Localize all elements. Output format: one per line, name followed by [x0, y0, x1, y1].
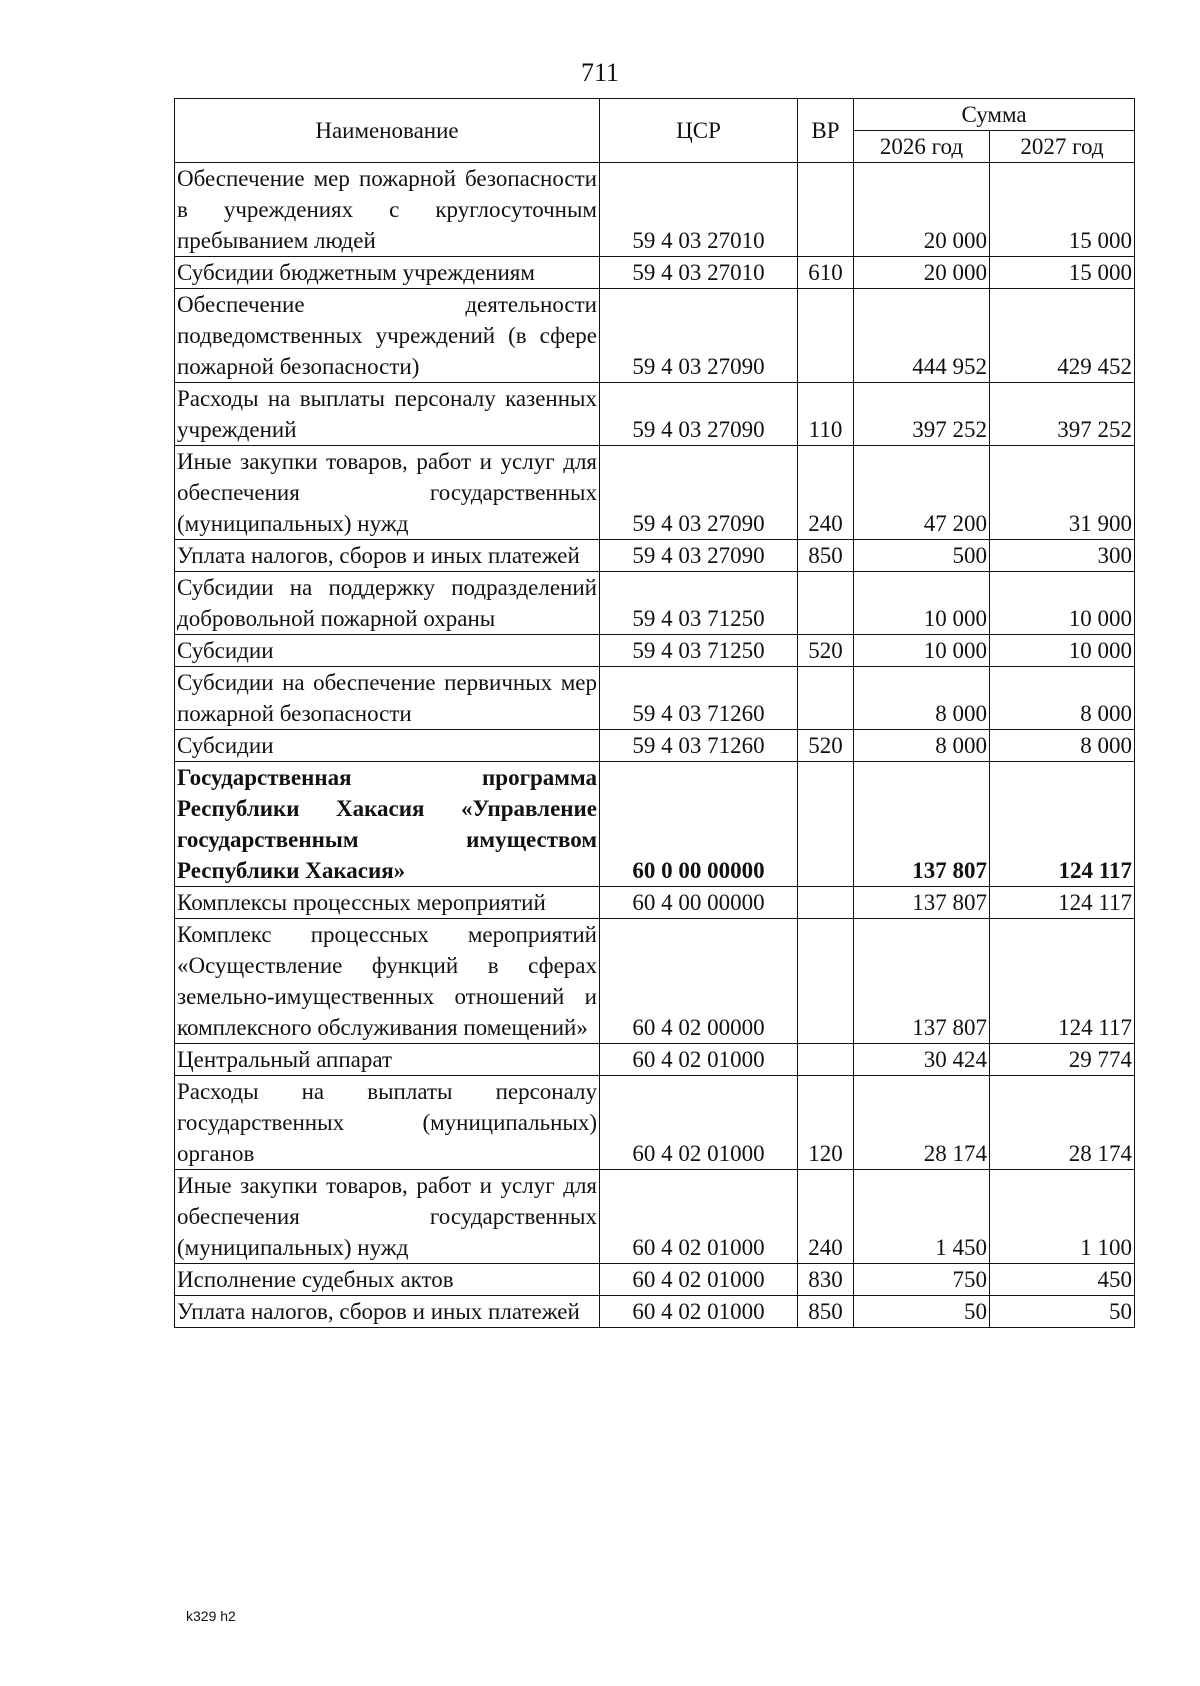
cell-vr: [798, 762, 854, 887]
cell-2026: 444 952: [854, 289, 990, 383]
cell-2027: 1 100: [990, 1170, 1135, 1264]
cell-csr: 60 4 02 01000: [600, 1296, 798, 1328]
table-row: [175, 540, 1135, 572]
table-row: [175, 446, 1135, 540]
cell-vr: 240: [798, 446, 854, 540]
cell-2027: 8 000: [990, 667, 1135, 730]
cell-vr: 240: [798, 1170, 854, 1264]
cell-name: Расходы на выплаты персоналу казенных учреждений: [175, 383, 600, 446]
table-row: [175, 1076, 1135, 1170]
table-header: [175, 99, 1135, 163]
table-row: [175, 1170, 1135, 1264]
cell-vr: 520: [798, 635, 854, 667]
cell-name: Субсидии бюджетным учреждениям: [175, 257, 600, 289]
cell-2027: 124 117: [990, 762, 1135, 887]
cell-name: Уплата налогов, сборов и иных платежей: [175, 1296, 600, 1328]
table-row: [175, 1264, 1135, 1296]
cell-csr: 59 4 03 71250: [600, 572, 798, 635]
cell-2027: 29 774: [990, 1044, 1135, 1076]
document-code: k329 h2: [186, 1608, 236, 1624]
table-body: [175, 163, 1135, 1328]
cell-2027: 15 000: [990, 257, 1135, 289]
cell-name: Иные закупки товаров, работ и услуг для обеспечения государственных (муниципальных) нужд: [175, 1170, 600, 1264]
budget-table: [174, 98, 1135, 1328]
cell-name: Исполнение судебных актов: [175, 1264, 600, 1296]
cell-vr: [798, 1044, 854, 1076]
cell-2026: 8 000: [854, 730, 990, 762]
cell-name: Субсидии: [175, 635, 600, 667]
cell-csr: 59 4 03 71260: [600, 667, 798, 730]
cell-2027: 397 252: [990, 383, 1135, 446]
cell-name: Расходы на выплаты персоналу государственных (муниципальных) органов: [175, 1076, 600, 1170]
cell-2026: 137 807: [854, 887, 990, 919]
cell-2027: 450: [990, 1264, 1135, 1296]
cell-2027: 124 117: [990, 887, 1135, 919]
table-row: [175, 919, 1135, 1044]
cell-2026: 28 174: [854, 1076, 990, 1170]
cell-vr: [798, 667, 854, 730]
header-year-2026: 2026 год: [854, 131, 990, 163]
cell-2027: 50: [990, 1296, 1135, 1328]
cell-2027: 8 000: [990, 730, 1135, 762]
cell-csr: 59 4 03 27090: [600, 446, 798, 540]
cell-csr: 59 4 03 27090: [600, 383, 798, 446]
cell-2027: 300: [990, 540, 1135, 572]
cell-vr: [798, 919, 854, 1044]
cell-name: Субсидии на обеспечение первичных мер пожарной безопасности: [175, 667, 600, 730]
cell-vr: 520: [798, 730, 854, 762]
cell-2026: 137 807: [854, 919, 990, 1044]
cell-2027: 10 000: [990, 635, 1135, 667]
cell-name: Комплексы процессных мероприятий: [175, 887, 600, 919]
table-row: [175, 730, 1135, 762]
table-row: [175, 667, 1135, 730]
table-row: [175, 289, 1135, 383]
cell-name: Обеспечение мер пожарной безопасности в учреждениях с круглосуточным пребыванием людей: [175, 163, 600, 257]
cell-vr: [798, 289, 854, 383]
cell-csr: 59 4 03 27010: [600, 257, 798, 289]
cell-csr: 59 4 03 27090: [600, 540, 798, 572]
cell-2026: 500: [854, 540, 990, 572]
cell-name: Субсидии на поддержку подразделений добровольной пожарной охраны: [175, 572, 600, 635]
cell-csr: 60 4 02 01000: [600, 1044, 798, 1076]
cell-2026: 8 000: [854, 667, 990, 730]
header-year-2027: 2027 год: [990, 131, 1135, 163]
cell-2027: 15 000: [990, 163, 1135, 257]
table-row: [175, 887, 1135, 919]
cell-2026: 47 200: [854, 446, 990, 540]
header-vr: ВР: [798, 99, 854, 163]
cell-2026: 20 000: [854, 163, 990, 257]
cell-csr: 59 4 03 27090: [600, 289, 798, 383]
cell-name: Государственная программа Республики Хакасия «Управление государственным имуществом Республики Хакасия»: [175, 762, 600, 887]
cell-2026: 137 807: [854, 762, 990, 887]
cell-2026: 750: [854, 1264, 990, 1296]
cell-2026: 30 424: [854, 1044, 990, 1076]
cell-2026: 10 000: [854, 572, 990, 635]
cell-2026: 397 252: [854, 383, 990, 446]
cell-csr: 60 0 00 00000: [600, 762, 798, 887]
cell-2026: 50: [854, 1296, 990, 1328]
table-row: [175, 1296, 1135, 1328]
table-row: [175, 762, 1135, 887]
header-name: Наименование: [175, 99, 600, 163]
cell-2026: 10 000: [854, 635, 990, 667]
cell-csr: 60 4 02 01000: [600, 1264, 798, 1296]
cell-vr: [798, 572, 854, 635]
cell-vr: [798, 887, 854, 919]
table-row: [175, 572, 1135, 635]
page-number: 711: [580, 58, 620, 87]
cell-name: Иные закупки товаров, работ и услуг для обеспечения государственных (муниципальных) нужд: [175, 446, 600, 540]
cell-2027: 124 117: [990, 919, 1135, 1044]
header-csr: ЦСР: [600, 99, 798, 163]
cell-csr: 60 4 02 01000: [600, 1076, 798, 1170]
table-row: [175, 1044, 1135, 1076]
cell-vr: 850: [798, 540, 854, 572]
cell-csr: 60 4 02 01000: [600, 1170, 798, 1264]
cell-vr: 830: [798, 1264, 854, 1296]
table-row: [175, 257, 1135, 289]
cell-vr: [798, 163, 854, 257]
cell-2027: 429 452: [990, 289, 1135, 383]
cell-name: Центральный аппарат: [175, 1044, 600, 1076]
cell-vr: 610: [798, 257, 854, 289]
cell-csr: 60 4 00 00000: [600, 887, 798, 919]
header-sum: Сумма: [854, 99, 1135, 131]
cell-name: Субсидии: [175, 730, 600, 762]
cell-csr: 59 4 03 71260: [600, 730, 798, 762]
table-row: [175, 635, 1135, 667]
table-row: [175, 383, 1135, 446]
cell-name: Комплекс процессных мероприятий «Осуществление функций в сферах земельно-имущественных отношений и комплексного обслуживания помещений»: [175, 919, 600, 1044]
cell-vr: 850: [798, 1296, 854, 1328]
cell-2026: 1 450: [854, 1170, 990, 1264]
cell-csr: 59 4 03 27010: [600, 163, 798, 257]
cell-vr: 110: [798, 383, 854, 446]
cell-2027: 28 174: [990, 1076, 1135, 1170]
table-row: [175, 163, 1135, 257]
cell-2026: 20 000: [854, 257, 990, 289]
cell-name: Уплата налогов, сборов и иных платежей: [175, 540, 600, 572]
cell-2027: 10 000: [990, 572, 1135, 635]
cell-vr: 120: [798, 1076, 854, 1170]
cell-csr: 59 4 03 71250: [600, 635, 798, 667]
cell-name: Обеспечение деятельности подведомственных учреждений (в сфере пожарной безопасности): [175, 289, 600, 383]
cell-csr: 60 4 02 00000: [600, 919, 798, 1044]
cell-2027: 31 900: [990, 446, 1135, 540]
